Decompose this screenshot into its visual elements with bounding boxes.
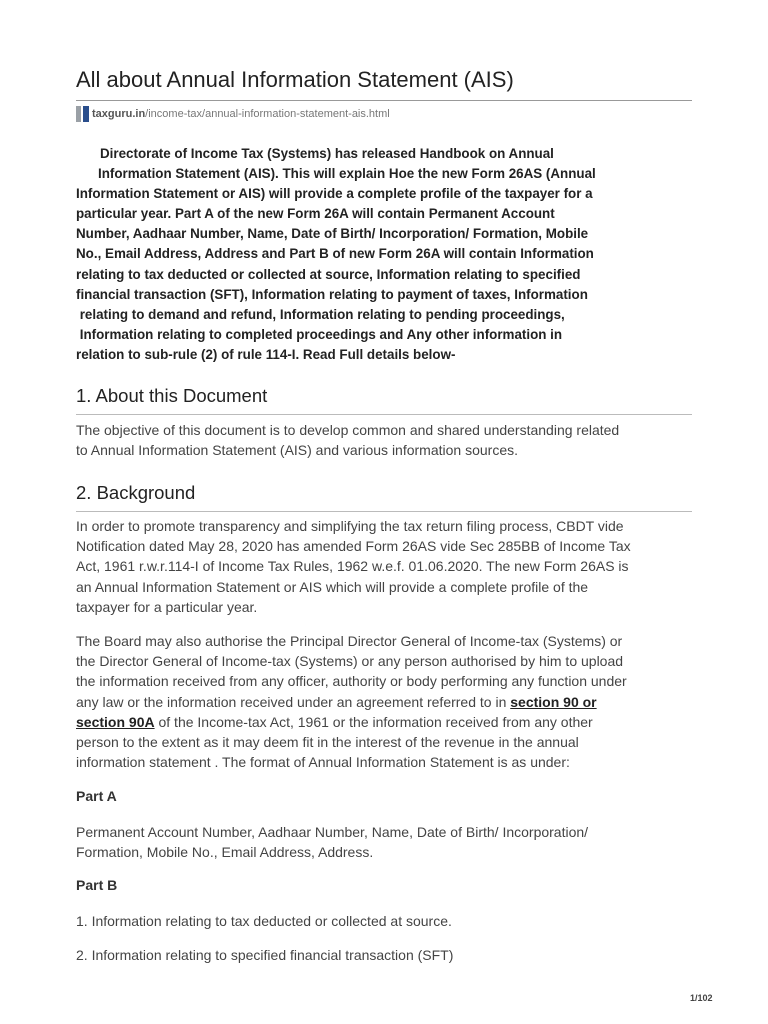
source-url[interactable] [76,106,390,122]
section-heading-background: 2. Background [76,481,692,512]
about-paragraph [76,420,692,460]
intro-line: Number, Aadhaar Number, Name, Date of Birth/ Incorporation/ Formation, Mobile [76,226,589,242]
background-paragraph-2 [76,631,692,772]
intro-line: relating to tax deducted or collected at source, Information relating to specified [76,266,581,282]
part-a-paragraph [76,822,692,862]
paragraph-line: the information received from any officer, authority or body performing any function under [76,673,627,690]
paragraph-line: an Annual Information Statement or AIS which will provide a complete profile of the [76,578,589,595]
page-number: 1/102 [690,993,713,1003]
intro-line: No., Email Address, Address and Part B of new Form 26A will contain Information [76,246,594,262]
paragraph-line: information statement . The format of Annual Information Statement is as under: [76,754,570,771]
taxguru-logo-icon [76,106,89,122]
paragraph-line: In order to promote transparency and simplifying the tax return filing process, CBDT vide [76,518,624,534]
intro-line: relating to demand and refund, Information relating to pending proceedings, [76,306,565,322]
paragraph-line: person to the extent as it may deem fit in the interest of the revenue in the annual [76,734,579,751]
intro-line: particular year. Part A of the new Form 26A will contain Permanent Account [76,206,555,222]
intro-line: Information Statement or AIS) will provide a complete profile of the taxpayer for a [76,186,593,202]
paragraph-line: The objective of this document is to develop common and shared understanding related [76,422,620,438]
paragraph-line: Formation, Mobile No., Email Address, Address. [76,844,374,861]
paragraph-line: Permanent Account Number, Aadhaar Number, Name, Date of Birth/ Incorporation/ [76,824,589,840]
paragraph-text: of the Income-tax Act, 1961 or the information received from any other [154,713,593,730]
page-title: All about Annual Information Statement (AIS) [76,66,692,101]
background-paragraph-1 [76,516,692,617]
intro-line: financial transaction (SFT), Information relating to payment of taxes, Information [76,286,588,302]
part-b-label: Part B [76,877,118,893]
paragraph-line: the Director General of Income-tax (Systems) or any person authorised by him to upload [76,653,624,670]
paragraph-line: Act, 1961 r.w.r.114-I of Income Tax Rules, 1962 w.e.f. 01.06.2020. The new Form 26AS is [76,558,629,575]
paragraph-line [76,692,692,712]
part-a-label: Part A [76,788,117,804]
section-heading-about: 1. About this Document [76,384,692,415]
paragraph-text: any law or the information received under an agreement referred to in [76,693,511,710]
part-b-item: 1. Information relating to tax deducted or collected at source. [76,913,452,929]
paragraph-line [76,712,692,732]
intro-line: Information Statement (AIS). This will explain Hoe the new Form 26AS (Annual [98,166,596,182]
paragraph-line: The Board may also authorise the Principal Director General of Income-tax (Systems) or [76,633,623,649]
paragraph-line: taxpayer for a particular year. [76,598,258,615]
source-path[interactable]: /income-tax/annual-information-statement-ais.html [145,108,390,120]
part-b-item: 2. Information relating to specified financial transaction (SFT) [76,947,454,963]
intro-line: Directorate of Income Tax (Systems) has released Handbook on Annual [100,146,554,161]
intro-line: Information relating to completed proceedings and Any other information in [76,326,563,342]
paragraph-line: to Annual Information Statement (AIS) and various information sources. [76,442,519,459]
section-90-link[interactable]: section 90 or [510,693,597,710]
section-90a-link[interactable]: section 90A [76,713,155,730]
source-host[interactable]: taxguru.in [92,108,146,120]
paragraph-line: Notification dated May 28, 2020 has amended Form 26AS vide Sec 285BB of Income Tax [76,538,631,555]
intro-line: relation to sub-rule (2) of rule 114-I. Read Full details below- [76,346,456,362]
intro-paragraph [76,144,692,365]
